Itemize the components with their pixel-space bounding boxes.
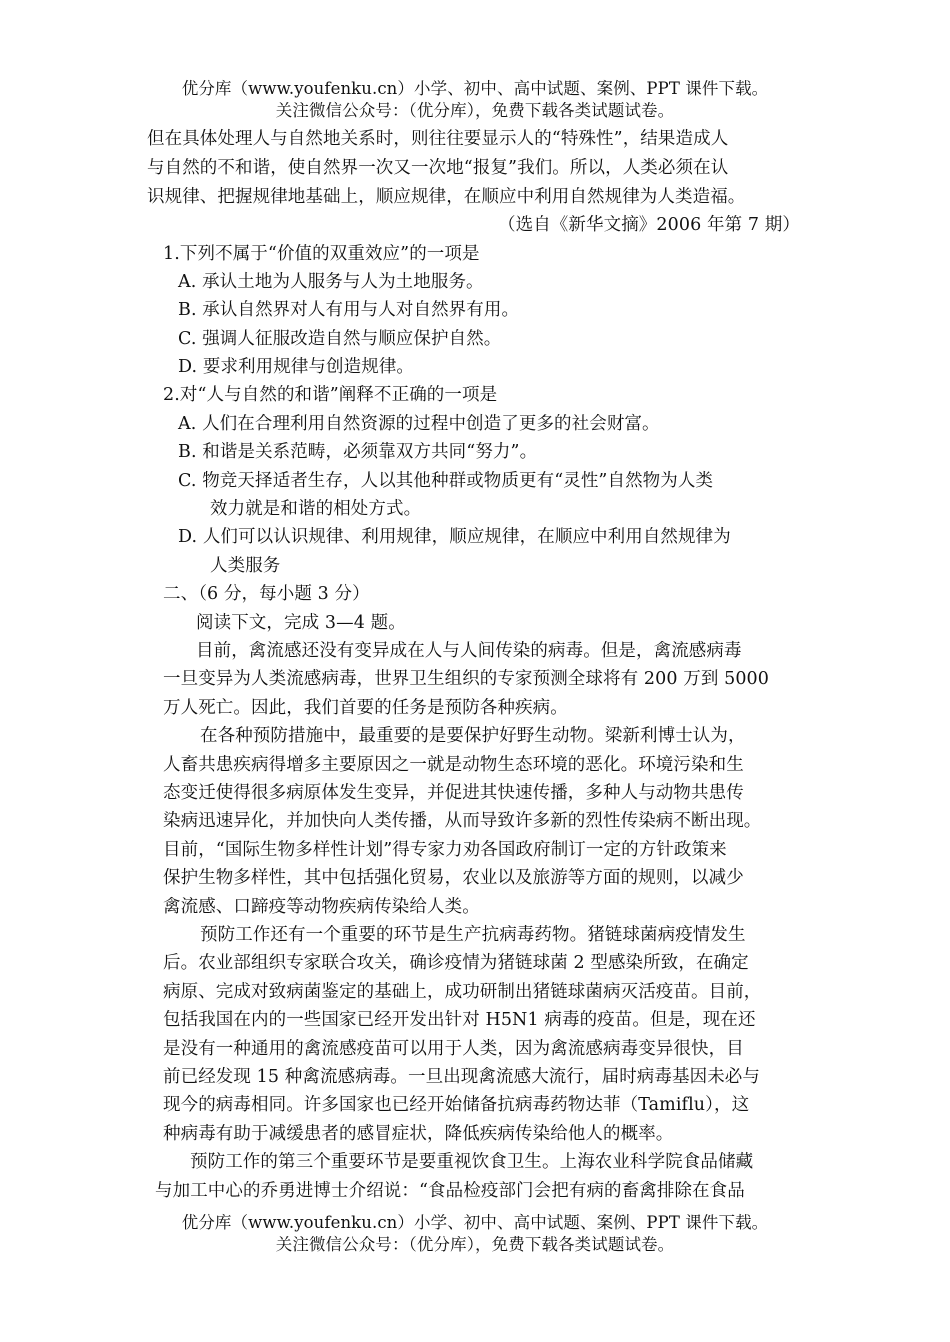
- question-2-option-d: D. 人们可以认识规律、利用规律，顺应规律，在顺应中利用自然规律为: [178, 527, 731, 547]
- section-2-title: 二、（6 分，每小题 3 分）: [163, 584, 370, 604]
- passage-line: 后。农业部组织专家联合攻关，确诊疫情为猪链球菌 2 型感染所致，在确定: [163, 953, 749, 973]
- passage-line: 种病毒有助于减缓患者的感冒症状，降低疾病传染给他人的概率。: [163, 1124, 674, 1144]
- question-2-option-c: C. 物竞天择适者生存，人以其他种群或物质更有“灵性”自然物为人类: [178, 471, 714, 491]
- section-2-instruction: 阅读下文，完成 3—4 题。: [196, 613, 406, 633]
- passage-line: 禽流感、口蹄疫等动物疾病传染给人类。: [163, 897, 480, 917]
- passage-line: 预防工作的第三个重要环节是要重视饮食卫生。上海农业科学院食品储藏: [190, 1152, 754, 1172]
- passage-line: 病原、完成对致病菌鉴定的基础上，成功研制出猪链球菌病灭活疫苗。目前，: [163, 982, 762, 1002]
- question-2-option-a: A. 人们在合理利用自然资源的过程中创造了更多的社会财富。: [178, 414, 660, 434]
- question-1-option-c: C. 强调人征服改造自然与顺应保护自然。: [178, 329, 502, 349]
- passage-line: 染病迅速异化，并加快向人类传播，从而导致许多新的烈性传染病不断出现。: [163, 811, 762, 831]
- question-1-stem: 1.下列不属于“价值的双重效应”的一项是: [163, 244, 480, 264]
- question-1-option-b: B. 承认自然界对人有用与人对自然界有用。: [178, 300, 520, 320]
- page-header-line-1: 优分库（www.youfenku.cn）小学、初中、高中试题、案例、PPT 课件下载。: [181, 79, 769, 98]
- question-2-stem: 2.对“人与自然的和谐”阐释不正确的一项是: [163, 385, 498, 405]
- intro-line: 但在具体处理人与自然地关系时，则往往要显示人的“特殊性”，结果造成人: [147, 129, 729, 149]
- page-footer-line-1: 优分库（www.youfenku.cn）小学、初中、高中试题、案例、PPT 课件下载。: [181, 1213, 769, 1232]
- passage-line: 现今的病毒相同。许多国家也已经开始储备抗病毒药物达菲（Tamiflu），这: [163, 1095, 750, 1115]
- passage-line: 在各种预防措施中，最重要的是要保护好野生动物。梁新利博士认为，: [200, 726, 746, 746]
- source-citation: （选自《新华文摘》2006 年第 7 期）: [498, 215, 800, 235]
- passage-line: 态变迁使得很多病原体发生变异，并促进其快速传播，多种人与动物共患传: [163, 783, 744, 803]
- question-2-option-d-cont: 人类服务: [210, 556, 281, 576]
- passage-line: 目前，“国际生物多样性计划”得专家力劝各国政府制订一定的方针政策来: [163, 840, 727, 860]
- question-1-option-d: D. 要求利用规律与创造规律。: [178, 357, 415, 377]
- passage-line: 是没有一种通用的禽流感疫苗可以用于人类，因为禽流感病毒变异很快，目: [163, 1039, 744, 1059]
- passage-line: 预防工作还有一个重要的环节是生产抗病毒药物。猪链球菌病疫情发生: [200, 925, 746, 945]
- intro-line: 与自然的不和谐，使自然界一次又一次地“报复”我们。所以，人类必须在认: [147, 158, 729, 178]
- passage-line: 保护生物多样性，其中包括强化贸易，农业以及旅游等方面的规则，以减少: [163, 868, 744, 888]
- question-2-option-c-cont: 效力就是和谐的相处方式。: [210, 499, 422, 519]
- passage-line: 万人死亡。因此，我们首要的任务是预防各种疾病。: [163, 698, 568, 718]
- page-footer-line-2: 关注微信公众号：（优分库），免费下载各类试题试卷。: [275, 1235, 675, 1254]
- passage-line: 目前，禽流感还没有变异成在人与人间传染的病毒。但是，禽流感病毒: [196, 641, 742, 661]
- passage-line: 一旦变异为人类流感病毒，世界卫生组织的专家预测全球将有 200 万到 5000: [163, 669, 770, 689]
- question-1-option-a: A. 承认土地为人服务与人为土地服务。: [178, 272, 484, 292]
- passage-line: 与加工中心的乔勇进博士介绍说：“食品检疫部门会把有病的畜禽排除在食品: [155, 1181, 745, 1201]
- intro-line: 识规律、把握规律地基础上，顺应规律，在顺应中利用自然规律为人类造福。: [147, 187, 746, 207]
- passage-line: 人畜共患疾病得增多主要原因之一就是动物生态环境的恶化。环境污染和生: [163, 755, 744, 775]
- question-2-option-b: B. 和谐是关系范畴，必须靠双方共同“努力”。: [178, 442, 538, 462]
- page-header-line-2: 关注微信公众号：（优分库），免费下载各类试题试卷。: [275, 101, 675, 120]
- passage-line: 包括我国在内的一些国家已经开发出针对 H5N1 病毒的疫苗。但是，现在还: [163, 1010, 756, 1030]
- passage-line: 前已经发现 15 种禽流感病毒。一旦出现禽流感大流行，届时病毒基因未必与: [163, 1067, 760, 1087]
